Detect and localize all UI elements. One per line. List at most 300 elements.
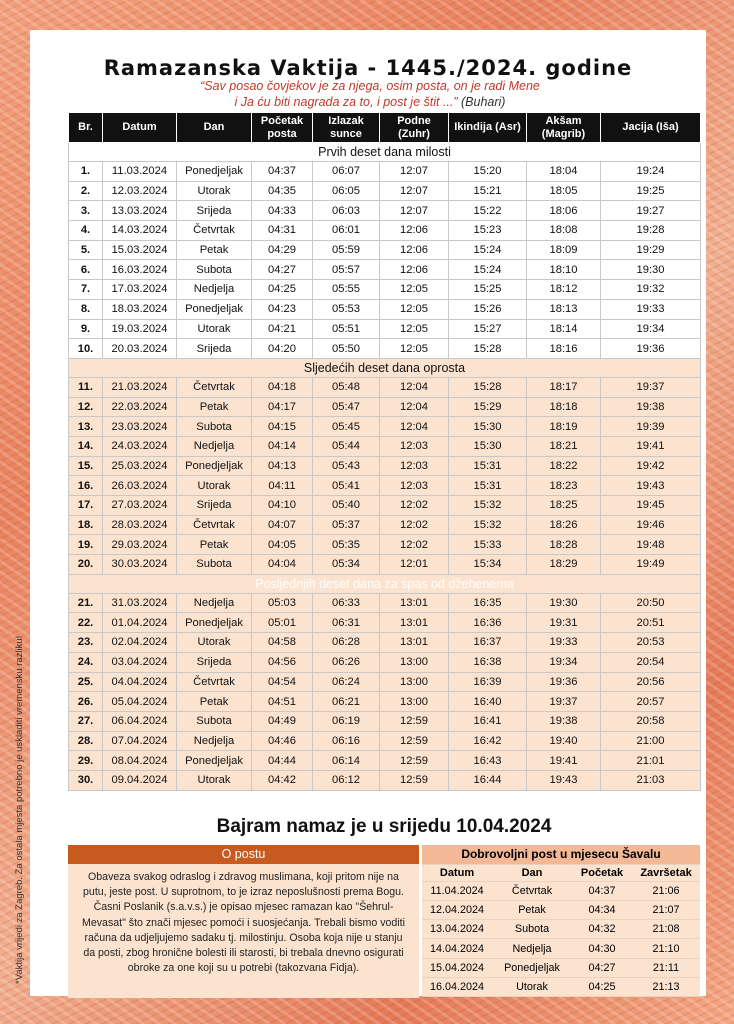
table-cell: 04:15 xyxy=(252,417,313,437)
table-cell: 15:27 xyxy=(449,319,527,339)
table-cell: 06:28 xyxy=(313,633,380,653)
dobrovoljni-column-header: Početak xyxy=(572,864,632,881)
table-row xyxy=(69,299,701,319)
table-row xyxy=(69,221,701,241)
table-cell: 18:05 xyxy=(527,181,601,201)
table-cell: 18:18 xyxy=(527,397,601,417)
table-row xyxy=(69,496,701,516)
table-cell: 18:28 xyxy=(527,535,601,555)
table-cell: 19:30 xyxy=(527,593,601,613)
table-cell: 19:39 xyxy=(601,417,701,437)
o-postu-box xyxy=(68,845,419,998)
table-cell: 16:44 xyxy=(449,770,527,790)
table-cell: 1. xyxy=(69,162,103,182)
side-note: *Vaktija vrijedi za Zagreb. Za ostala mjesta potrebno je uskladiti vremensku razliku! xyxy=(14,635,25,984)
table-cell: Utorak xyxy=(177,319,252,339)
section-header-row xyxy=(69,358,701,377)
table-cell: 06:01 xyxy=(313,221,380,241)
table-cell: 04:05 xyxy=(252,535,313,555)
table-cell: 4. xyxy=(69,221,103,241)
header-cell: Datum xyxy=(103,113,177,143)
table-cell: 03.04.2024 xyxy=(103,652,177,672)
dobrovoljni-cell: Ponedjeljak xyxy=(492,958,572,977)
table-cell: 15:20 xyxy=(449,162,527,182)
table-cell: 19:31 xyxy=(527,613,601,633)
table-cell: 04:10 xyxy=(252,496,313,516)
table-cell: 19:24 xyxy=(601,162,701,182)
table-cell: 12. xyxy=(69,397,103,417)
table-cell: Srijeda xyxy=(177,496,252,516)
table-cell: Srijeda xyxy=(177,339,252,359)
table-cell: Četvrtak xyxy=(177,515,252,535)
dobrovoljni-row xyxy=(422,920,700,939)
dobrovoljni-row xyxy=(422,939,700,958)
table-cell: 12:07 xyxy=(380,201,449,221)
table-row xyxy=(69,181,701,201)
table-cell: 12:03 xyxy=(380,436,449,456)
table-cell: 20:54 xyxy=(601,652,701,672)
table-cell: 16.03.2024 xyxy=(103,260,177,280)
table-cell: 18:26 xyxy=(527,515,601,535)
table-cell: 15:30 xyxy=(449,436,527,456)
dobrovoljni-title: Dobrovoljni post u mjesecu Šavalu xyxy=(422,845,700,864)
table-cell: Ponedjeljak xyxy=(177,751,252,771)
table-cell: 15:23 xyxy=(449,221,527,241)
table-cell: 05:35 xyxy=(313,535,380,555)
table-header-row xyxy=(69,113,701,143)
table-cell: 05:55 xyxy=(313,280,380,300)
table-cell: 2. xyxy=(69,181,103,201)
table-cell: 19:40 xyxy=(527,731,601,751)
table-cell: 16:39 xyxy=(449,672,527,692)
table-cell: 15:31 xyxy=(449,476,527,496)
table-cell: Subota xyxy=(177,417,252,437)
table-cell: 08.04.2024 xyxy=(103,751,177,771)
table-cell: 04:11 xyxy=(252,476,313,496)
table-cell: 28. xyxy=(69,731,103,751)
table-cell: 12:04 xyxy=(380,377,449,397)
table-cell: 18:23 xyxy=(527,476,601,496)
table-cell: 12:05 xyxy=(380,319,449,339)
dobrovoljni-row xyxy=(422,881,700,900)
table-cell: 06:14 xyxy=(313,751,380,771)
table-cell: 15:33 xyxy=(449,535,527,555)
table-cell: 19:41 xyxy=(527,751,601,771)
dobrovoljni-row xyxy=(422,900,700,919)
table-cell: Srijeda xyxy=(177,201,252,221)
table-cell: 18:25 xyxy=(527,496,601,516)
table-cell: 16:38 xyxy=(449,652,527,672)
table-cell: 15:26 xyxy=(449,299,527,319)
dobrovoljni-cell: 15.04.2024 xyxy=(422,958,492,977)
table-cell: 04:27 xyxy=(252,260,313,280)
table-cell: 15:24 xyxy=(449,240,527,260)
table-cell: 04:13 xyxy=(252,456,313,476)
table-cell: 05:50 xyxy=(313,339,380,359)
dobrovoljni-cell: 14.04.2024 xyxy=(422,939,492,958)
table-cell: 19:29 xyxy=(601,240,701,260)
table-cell: 04:56 xyxy=(252,652,313,672)
dobrovoljni-cell: Subota xyxy=(492,920,572,939)
table-cell: 13:00 xyxy=(380,672,449,692)
table-cell: 19:38 xyxy=(601,397,701,417)
table-cell: 12:05 xyxy=(380,339,449,359)
table-cell: Ponedjeljak xyxy=(177,299,252,319)
table-cell: 15:28 xyxy=(449,339,527,359)
table-cell: 16:37 xyxy=(449,633,527,653)
table-cell: 05:03 xyxy=(252,593,313,613)
table-cell: Utorak xyxy=(177,476,252,496)
table-cell: 19:28 xyxy=(601,221,701,241)
table-cell: 18. xyxy=(69,515,103,535)
table-cell: 16:40 xyxy=(449,692,527,712)
vaktija-sheet xyxy=(30,30,706,996)
dobrovoljni-cell: 04:30 xyxy=(572,939,632,958)
table-cell: 20:56 xyxy=(601,672,701,692)
table-cell: 19:36 xyxy=(527,672,601,692)
table-cell: 24. xyxy=(69,652,103,672)
header-cell: Ikindija (Asr) xyxy=(449,113,527,143)
table-cell: 05:59 xyxy=(313,240,380,260)
table-cell: 12:59 xyxy=(380,731,449,751)
table-cell: 12:06 xyxy=(380,221,449,241)
table-row xyxy=(69,280,701,300)
table-cell: Nedjelja xyxy=(177,593,252,613)
table-cell: 23. xyxy=(69,633,103,653)
table-row xyxy=(69,555,701,575)
header-cell: Podne (Zuhr) xyxy=(380,113,449,143)
table-cell: 9. xyxy=(69,319,103,339)
table-cell: 23.03.2024 xyxy=(103,417,177,437)
dobrovoljni-cell: Utorak xyxy=(492,977,572,996)
page-title: Ramazanska Vaktija - 1445./2024. godine xyxy=(103,56,633,80)
table-cell: 21. xyxy=(69,593,103,613)
table-cell: 06:24 xyxy=(313,672,380,692)
table-cell: 07.04.2024 xyxy=(103,731,177,751)
table-cell: 19:43 xyxy=(601,476,701,496)
table-cell: 16:43 xyxy=(449,751,527,771)
table-cell: 25.03.2024 xyxy=(103,456,177,476)
table-cell: 20.03.2024 xyxy=(103,339,177,359)
table-cell: 15. xyxy=(69,456,103,476)
table-cell: Ponedjeljak xyxy=(177,613,252,633)
table-cell: 11.03.2024 xyxy=(103,162,177,182)
table-cell: 18:10 xyxy=(527,260,601,280)
table-cell: Nedjelja xyxy=(177,436,252,456)
header-cell: Dan xyxy=(177,113,252,143)
table-row xyxy=(69,535,701,555)
table-cell: 04.04.2024 xyxy=(103,672,177,692)
table-row xyxy=(69,456,701,476)
table-row xyxy=(69,201,701,221)
table-row xyxy=(69,397,701,417)
table-row xyxy=(69,613,701,633)
dobrovoljni-column-header: Dan xyxy=(492,864,572,881)
table-cell: 20:58 xyxy=(601,711,701,731)
table-row xyxy=(69,240,701,260)
table-cell: 7. xyxy=(69,280,103,300)
table-cell: 13. xyxy=(69,417,103,437)
table-cell: 17. xyxy=(69,496,103,516)
table-cell: 19:37 xyxy=(601,377,701,397)
table-cell: 19:43 xyxy=(527,770,601,790)
dobrovoljni-cell: Petak xyxy=(492,900,572,919)
table-cell: 18:13 xyxy=(527,299,601,319)
table-cell: 04:07 xyxy=(252,515,313,535)
table-cell: 12:06 xyxy=(380,260,449,280)
table-cell: 06:05 xyxy=(313,181,380,201)
dobrovoljni-column-row xyxy=(422,864,700,881)
table-cell: 18:08 xyxy=(527,221,601,241)
table-cell: 04:51 xyxy=(252,692,313,712)
table-cell: Utorak xyxy=(177,633,252,653)
table-cell: 3. xyxy=(69,201,103,221)
dobrovoljni-cell: 13.04.2024 xyxy=(422,920,492,939)
table-cell: 19.03.2024 xyxy=(103,319,177,339)
table-cell: 04:58 xyxy=(252,633,313,653)
table-cell: 04:14 xyxy=(252,436,313,456)
dobrovoljni-cell: 04:27 xyxy=(572,958,632,977)
table-cell: 29.03.2024 xyxy=(103,535,177,555)
table-cell: 26.03.2024 xyxy=(103,476,177,496)
table-cell: 04:35 xyxy=(252,181,313,201)
dobrovoljni-column-header: Datum xyxy=(422,864,492,881)
quote-line-2 xyxy=(150,94,590,110)
table-cell: 19:27 xyxy=(601,201,701,221)
table-cell: Petak xyxy=(177,535,252,555)
table-cell: 12:02 xyxy=(380,496,449,516)
table-cell: 05:48 xyxy=(313,377,380,397)
table-cell: 20:51 xyxy=(601,613,701,633)
table-cell: 12:59 xyxy=(380,770,449,790)
table-cell: 06:19 xyxy=(313,711,380,731)
table-cell: 13:01 xyxy=(380,633,449,653)
table-cell: 8. xyxy=(69,299,103,319)
quote-line-2-text: i Ja ću biti nagrada za to, i post je štit ...” xyxy=(234,95,458,109)
table-row xyxy=(69,770,701,790)
table-cell: 20:53 xyxy=(601,633,701,653)
table-row xyxy=(69,633,701,653)
table-cell: 12.03.2024 xyxy=(103,181,177,201)
table-cell: 18:29 xyxy=(527,555,601,575)
table-cell: 19:34 xyxy=(601,319,701,339)
dobrovoljni-cell: 12.04.2024 xyxy=(422,900,492,919)
dobrovoljni-cell: 21:08 xyxy=(632,920,700,939)
table-cell: 18.03.2024 xyxy=(103,299,177,319)
table-cell: 19:45 xyxy=(601,496,701,516)
table-cell: Nedjelja xyxy=(177,731,252,751)
table-cell: 06:21 xyxy=(313,692,380,712)
table-cell: 30. xyxy=(69,770,103,790)
table-cell: 14.03.2024 xyxy=(103,221,177,241)
table-cell: 19:33 xyxy=(601,299,701,319)
header-cell: Jacija (Iša) xyxy=(601,113,701,143)
table-cell: 12:01 xyxy=(380,555,449,575)
dobrovoljni-cell: 21:13 xyxy=(632,977,700,996)
table-cell: 04:49 xyxy=(252,711,313,731)
dobrovoljni-cell: 21:07 xyxy=(632,900,700,919)
table-cell: 17.03.2024 xyxy=(103,280,177,300)
table-cell: Četvrtak xyxy=(177,377,252,397)
table-cell: 05:40 xyxy=(313,496,380,516)
table-cell: 06:26 xyxy=(313,652,380,672)
table-cell: 18:19 xyxy=(527,417,601,437)
table-cell: Petak xyxy=(177,240,252,260)
table-cell: 04:18 xyxy=(252,377,313,397)
header-cell: Akšam (Magrib) xyxy=(527,113,601,143)
table-cell: 20. xyxy=(69,555,103,575)
table-cell: 12:07 xyxy=(380,181,449,201)
table-cell: 05:51 xyxy=(313,319,380,339)
table-cell: 19:42 xyxy=(601,456,701,476)
table-cell: 15:32 xyxy=(449,496,527,516)
table-cell: 19:41 xyxy=(601,436,701,456)
table-cell: 15:34 xyxy=(449,555,527,575)
table-cell: 06:33 xyxy=(313,593,380,613)
table-cell: 04:44 xyxy=(252,751,313,771)
section-1-body xyxy=(69,143,701,359)
table-cell: 18:22 xyxy=(527,456,601,476)
table-cell: 05.04.2024 xyxy=(103,692,177,712)
table-cell: 16:36 xyxy=(449,613,527,633)
table-cell: Četvrtak xyxy=(177,672,252,692)
table-row xyxy=(69,339,701,359)
table-cell: 21.03.2024 xyxy=(103,377,177,397)
quote-line-1: “Sav posao čovjekov je za njega, osim posta, on je radi Mene xyxy=(200,79,540,93)
table-cell: 18:16 xyxy=(527,339,601,359)
dobrovoljni-cell: 04:37 xyxy=(572,881,632,900)
table-cell: 27.03.2024 xyxy=(103,496,177,516)
table-cell: 21:00 xyxy=(601,731,701,751)
table-cell: 02.04.2024 xyxy=(103,633,177,653)
table-cell: 18:17 xyxy=(527,377,601,397)
table-cell: 6. xyxy=(69,260,103,280)
table-cell: 15:30 xyxy=(449,417,527,437)
table-cell: 18:21 xyxy=(527,436,601,456)
table-cell: 19:38 xyxy=(527,711,601,731)
table-cell: 15:29 xyxy=(449,397,527,417)
table-cell: 06:03 xyxy=(313,201,380,221)
table-cell: 13:00 xyxy=(380,692,449,712)
table-cell: 20:57 xyxy=(601,692,701,712)
table-cell: 06:12 xyxy=(313,770,380,790)
table-row xyxy=(69,593,701,613)
section-title: Sljedećih deset dana oprosta xyxy=(69,358,701,377)
o-postu-title: O postu xyxy=(68,845,419,864)
table-row xyxy=(69,476,701,496)
table-cell: 04:54 xyxy=(252,672,313,692)
dobrovoljni-row xyxy=(422,977,700,996)
section-header-row xyxy=(69,143,701,162)
table-cell: 27. xyxy=(69,711,103,731)
table-row xyxy=(69,692,701,712)
table-cell: 12:05 xyxy=(380,280,449,300)
table-cell: 19:33 xyxy=(527,633,601,653)
table-cell: 09.04.2024 xyxy=(103,770,177,790)
table-row xyxy=(69,652,701,672)
table-cell: 05:53 xyxy=(313,299,380,319)
table-cell: 12:59 xyxy=(380,711,449,731)
table-cell: 04:37 xyxy=(252,162,313,182)
dobrovoljni-cell: 04:34 xyxy=(572,900,632,919)
table-cell: 06:31 xyxy=(313,613,380,633)
dobrovoljni-cell: 21:10 xyxy=(632,939,700,958)
table-row xyxy=(69,711,701,731)
table-cell: 04:42 xyxy=(252,770,313,790)
table-cell: 04:20 xyxy=(252,339,313,359)
table-cell: 5. xyxy=(69,240,103,260)
table-cell: Nedjelja xyxy=(177,280,252,300)
dobrovoljni-cell: 16.04.2024 xyxy=(422,977,492,996)
table-cell: 01.04.2024 xyxy=(103,613,177,633)
table-cell: 04:25 xyxy=(252,280,313,300)
table-cell: 26. xyxy=(69,692,103,712)
table-cell: 04:17 xyxy=(252,397,313,417)
table-cell: 04:31 xyxy=(252,221,313,241)
dobrovoljni-row xyxy=(422,958,700,977)
table-cell: 20:50 xyxy=(601,593,701,613)
table-cell: Utorak xyxy=(177,770,252,790)
table-cell: 15:22 xyxy=(449,201,527,221)
dobrovoljni-title-row xyxy=(422,845,700,864)
table-cell: Utorak xyxy=(177,181,252,201)
table-cell: 22. xyxy=(69,613,103,633)
table-cell: 19:46 xyxy=(601,515,701,535)
table-cell: 12:02 xyxy=(380,535,449,555)
table-cell: 10. xyxy=(69,339,103,359)
table-cell: 21:01 xyxy=(601,751,701,771)
table-cell: 22.03.2024 xyxy=(103,397,177,417)
table-cell: 19:37 xyxy=(527,692,601,712)
table-cell: 19:30 xyxy=(601,260,701,280)
table-row xyxy=(69,672,701,692)
table-cell: 13:01 xyxy=(380,613,449,633)
dobrovoljni-column-header: Završetak xyxy=(632,864,700,881)
table-row xyxy=(69,436,701,456)
table-cell: 15:31 xyxy=(449,456,527,476)
table-cell: 11. xyxy=(69,377,103,397)
table-cell: 19:48 xyxy=(601,535,701,555)
table-cell: 25. xyxy=(69,672,103,692)
table-cell: 12:02 xyxy=(380,515,449,535)
table-cell: 15:25 xyxy=(449,280,527,300)
table-cell: Subota xyxy=(177,260,252,280)
dobrovoljni-cell: 11.04.2024 xyxy=(422,881,492,900)
dobrovoljni-cell: Četvrtak xyxy=(492,881,572,900)
table-cell: 05:34 xyxy=(313,555,380,575)
section-title: Posljednjih deset dana za spas od džehenema xyxy=(69,574,701,593)
section-2-body xyxy=(69,358,701,574)
prayer-times-table xyxy=(68,112,701,791)
table-row xyxy=(69,319,701,339)
table-cell: 05:01 xyxy=(252,613,313,633)
table-cell: 29. xyxy=(69,751,103,771)
table-cell: Srijeda xyxy=(177,652,252,672)
table-cell: 16:41 xyxy=(449,711,527,731)
header-cell: Br. xyxy=(69,113,103,143)
table-cell: 19:36 xyxy=(601,339,701,359)
table-cell: Subota xyxy=(177,555,252,575)
table-row xyxy=(69,751,701,771)
table-row xyxy=(69,515,701,535)
dobrovoljni-post-body xyxy=(422,845,700,997)
table-cell: 04:33 xyxy=(252,201,313,221)
table-cell: 31.03.2024 xyxy=(103,593,177,613)
table-cell: 05:45 xyxy=(313,417,380,437)
table-cell: 12:03 xyxy=(380,476,449,496)
dobrovoljni-cell: Nedjelja xyxy=(492,939,572,958)
header-cell: Početak posta xyxy=(252,113,313,143)
